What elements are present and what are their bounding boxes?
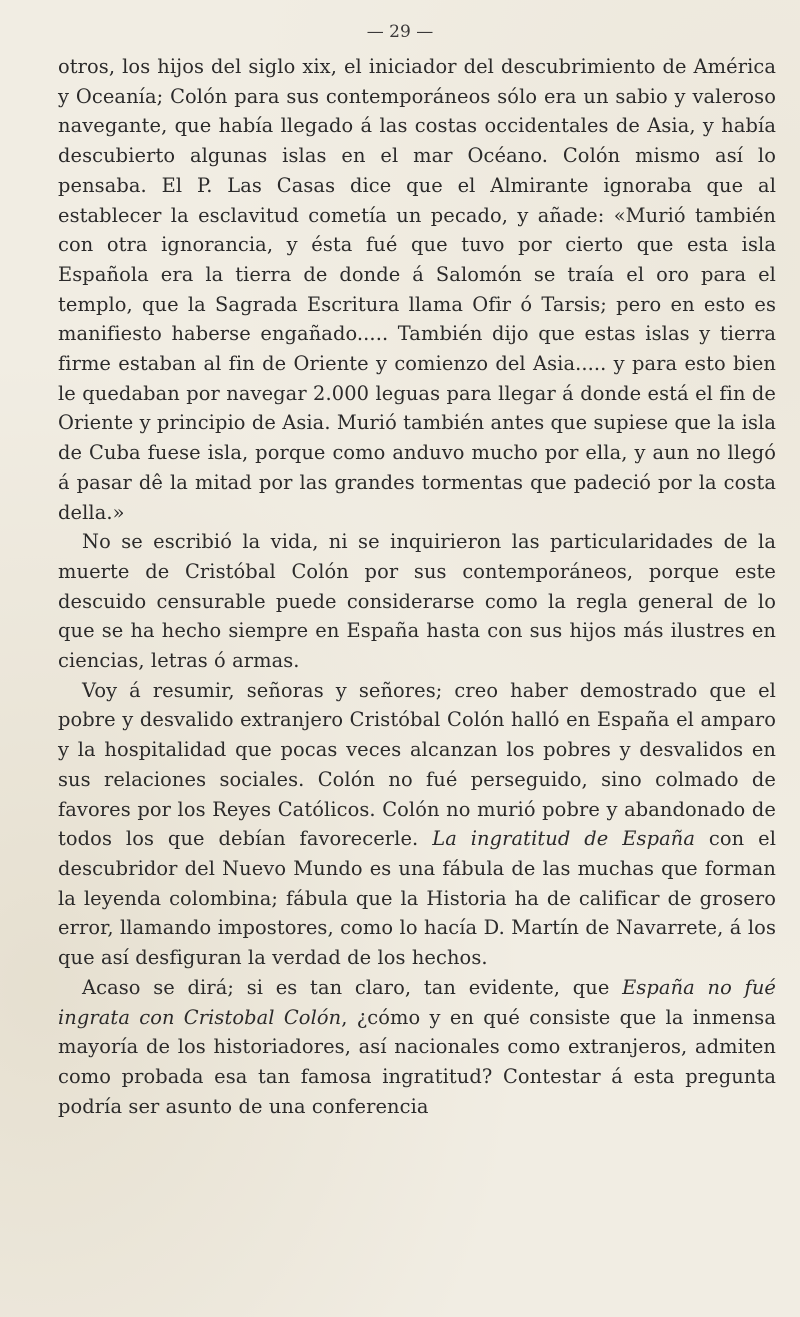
text-run: Voy á resumir, señoras y señores; creo haber demostrado que el pobre y desvalido extranjero Cristóbal Colón halló en España el amparo y la hospitalidad que pocas veces alcanzan los pobres y desvalidos en sus relaciones sociales. Colón no fué perseguido, sino colmado de favores por los Reyes Católicos. Colón no murió pobre y abandonado de todos los que debían favorecerle. [58, 678, 776, 851]
text-run: , ¿cómo y en qué consiste que la inmensa mayoría de los historiadores, así nacionales como extranjeros, admiten como probada esa tan famosa ingratitud? Contestar á esta pregunta podría ser asunto de una conferencia [58, 1005, 777, 1118]
text-run: Acaso se dirá; si es tan claro, tan evidente, que [82, 975, 623, 999]
italic-text-run: La ingratitud de España [432, 827, 695, 851]
text-run: otros, los hijos del siglo xix, el iniciador del descubrimiento de América y Oceanía; Colón para sus contemporáneos sólo era un sabio y valeroso navegante, que había llegado á las costas occidentales de Asia, y había descubierto algunas islas en el mar Océano. Colón mismo así lo pensaba. El P. Las Casas dice que el Almirante ignoraba que al establecer la esclavitud cometía un pecado, y añade: «Murió también con otra ignorancia, y ésta fué que tuvo por cierto que esta isla Española era la tierra de donde á Salomón se traía el oro para el templo, que la Sagrada Escritura llama Ofir ó Tarsis; pero en esto es manifiesto haberse engañado..... También dijo que estas islas y tierra firme estaban al fin de Oriente y comienzo del Asia..... y para esto bien le quedaban por navegar 2.000 leguas para llegar á donde está el fin de Oriente y principio de Asia. Murió también antes que supiese que la isla de Cuba fuese isla, porque como anduvo mucho por ella, y aun no llegó á pasar dê la mitad por las grandes tormentas que padeció por la costa della.» [58, 55, 776, 524]
italic-text-run: España no fué ingrata con Cristobal Colón [58, 975, 776, 1029]
page-number: — 29 — [366, 22, 434, 42]
text-run: con el descubridor del Nuevo Mundo es una fábula de las muchas que forman la leyenda colombina; fábula que la Historia ha de calificar de grosero error, llamando impostores, como lo hacía D. Martín de Navarrete, á los que así desfiguran la verdad de los hechos. [58, 827, 776, 970]
paragraph [58, 52, 776, 527]
paragraph [58, 527, 776, 676]
text-run: No se escribió la vida, ni se inquirieron las particularidades de la muerte de Cristóbal Colón por sus contemporáneos, porque este descuido censurable puede considerarse como la regla general de lo que se ha hecho siempre en España hasta con sus hijos más ilustres en ciencias, letras ó armas. [58, 530, 776, 673]
paragraph [58, 676, 776, 973]
paragraph [58, 973, 776, 1122]
body-text [58, 52, 776, 1121]
